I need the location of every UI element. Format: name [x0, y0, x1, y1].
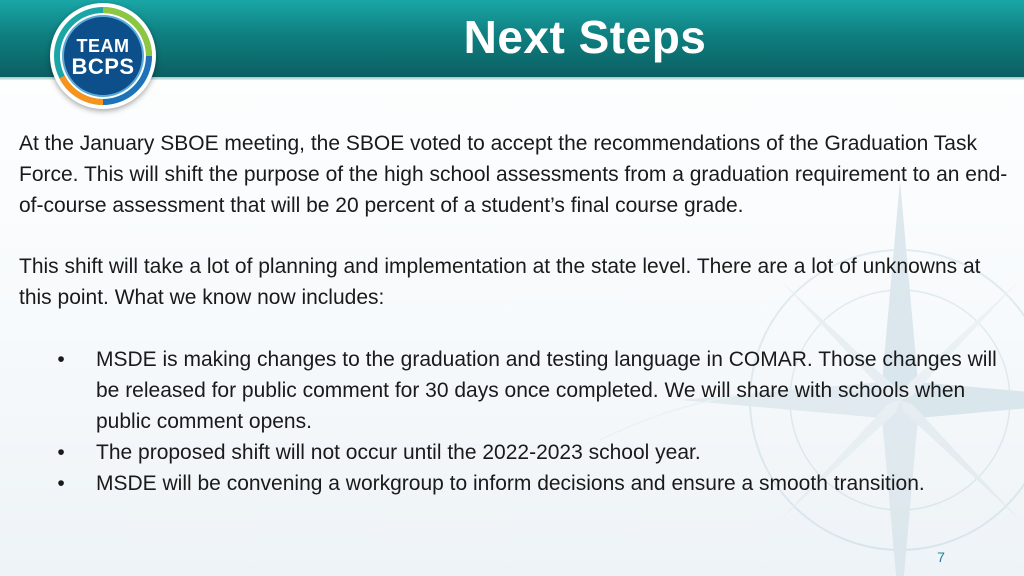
- bullet-icon: •: [57, 348, 65, 371]
- team-bcps-logo: [50, 3, 156, 109]
- bullet-list: [19, 344, 1009, 499]
- bullet-text: MSDE will be convening a workgroup to inform decisions and ensure a smooth transition.: [96, 472, 925, 495]
- paragraph-shift: This shift will take a lot of planning and implementation at the state level. There are a lot of unknowns at this point. What we know now includes:: [19, 255, 981, 309]
- slide-title: Next Steps: [463, 11, 707, 63]
- slide-body: [19, 128, 1009, 499]
- page-number: 7: [937, 549, 945, 565]
- list-item: [19, 437, 1009, 468]
- bullet-text: MSDE is making changes to the graduation and testing language in COMAR. Those changes will be released for public comment for 30 days once completed. We will share with schools when public comment opens.: [96, 348, 997, 433]
- bullet-text: The proposed shift will not occur until the 2022-2023 school year.: [96, 441, 701, 464]
- bullet-icon: •: [57, 441, 65, 464]
- paragraph-intro: At the January SBOE meeting, the SBOE voted to accept the recommendations of the Graduation Task Force. This will shift the purpose of the high school assessments from a graduation requirement to an end-of-course assessment that will be 20 percent of a student’s final course grade.: [19, 132, 1008, 217]
- list-item: [19, 468, 1009, 499]
- bullet-icon: •: [57, 472, 65, 495]
- logo-text-team: TEAM: [76, 36, 130, 56]
- logo-text-bcps: BCPS: [71, 54, 135, 79]
- list-item: [19, 344, 1009, 437]
